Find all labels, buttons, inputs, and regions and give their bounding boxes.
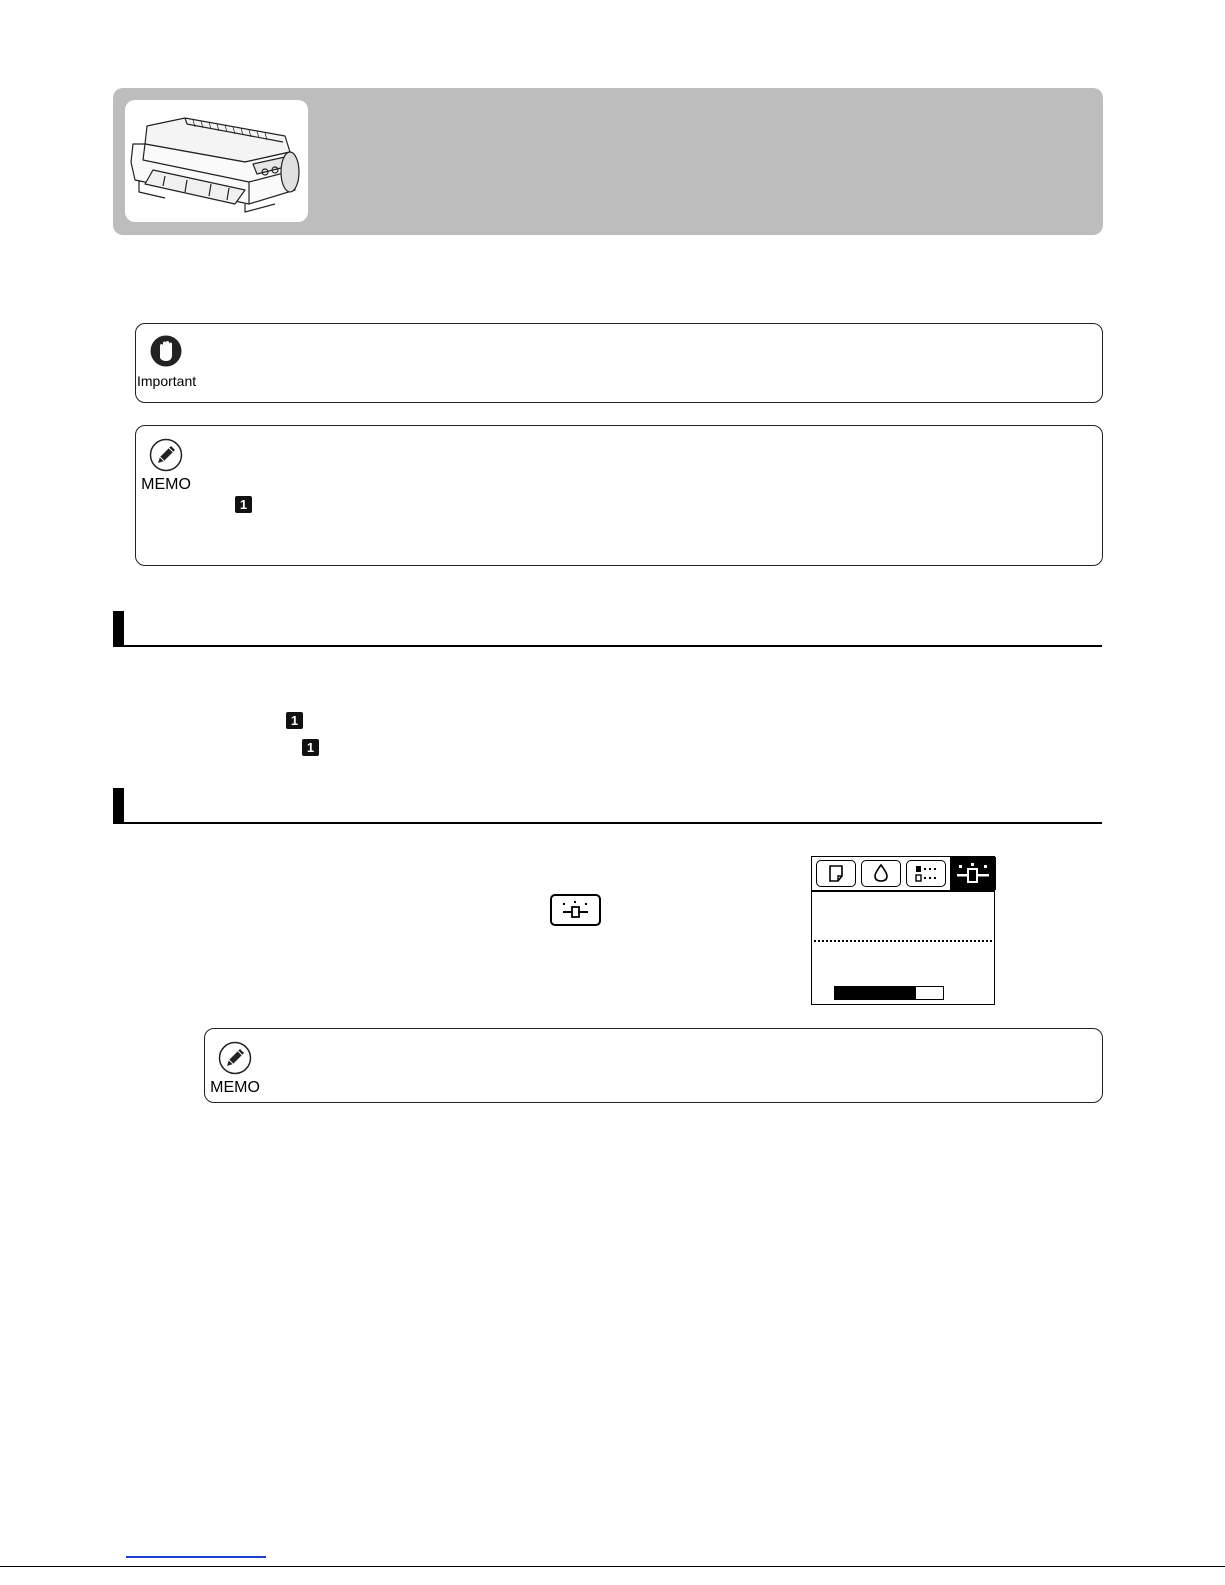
- lcd-tab-separator: [812, 890, 994, 892]
- printer-illustration: [125, 100, 308, 222]
- lcd-tab-settings: [950, 857, 996, 890]
- section-heading-bar: [113, 788, 124, 824]
- printer-icon: [125, 100, 308, 222]
- ink-tab-icon: [862, 861, 900, 886]
- hand-stop-icon: [149, 334, 183, 368]
- lcd-tab-ink: [861, 860, 901, 887]
- section-heading-rule: [113, 822, 1102, 824]
- paper-tab-icon: [817, 861, 855, 886]
- lcd-tab-paper: [816, 860, 856, 887]
- lcd-display: [811, 856, 995, 1005]
- footer-link-underline[interactable]: [126, 1556, 266, 1558]
- important-icon-group: [137, 334, 195, 389]
- memo-note-box: [204, 1028, 1103, 1103]
- memo-icon-group: [137, 438, 195, 493]
- section-heading-bar: [113, 611, 124, 647]
- lcd-progress-bar: [834, 986, 944, 1000]
- step-number-marker: 1: [302, 739, 319, 756]
- settings-tab-icon: [951, 858, 995, 889]
- section-heading-2: [113, 788, 1102, 824]
- important-label: Important: [137, 373, 197, 389]
- memo-label: MEMO: [141, 476, 191, 493]
- job-tab-icon: [907, 861, 945, 886]
- settings-tab-button[interactable]: [550, 894, 601, 926]
- lcd-dotted-divider: [814, 940, 992, 942]
- lcd-tab-job: [906, 860, 946, 887]
- memo-note-box: [135, 425, 1103, 566]
- memo-icon-group: [206, 1041, 264, 1096]
- pencil-icon: [218, 1041, 252, 1075]
- pencil-icon: [149, 438, 183, 472]
- important-note-box: [135, 323, 1103, 403]
- step-number-marker: 1: [235, 496, 252, 513]
- lcd-progress-fill: [835, 987, 916, 999]
- settings-tab-icon: [552, 896, 599, 924]
- step-number-marker: 1: [286, 712, 303, 729]
- section-heading-rule: [113, 645, 1102, 647]
- section-heading-1: [113, 611, 1102, 647]
- page-bottom-rule: [0, 1566, 1225, 1567]
- memo-label: MEMO: [210, 1079, 260, 1096]
